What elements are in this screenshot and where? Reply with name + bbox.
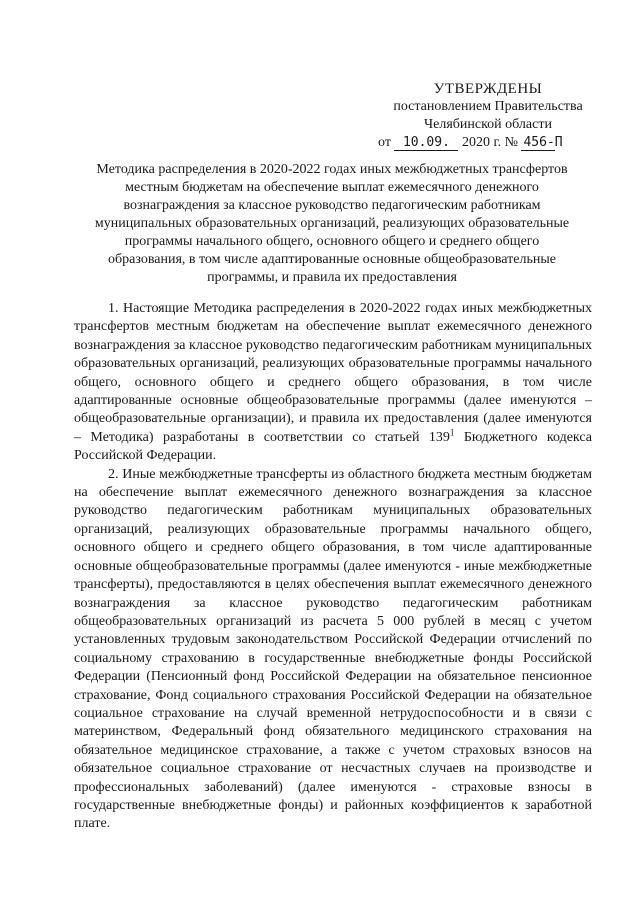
approval-stamp: УТВЕРЖДЕНЫ	[433, 81, 543, 97]
handwritten-date: 10.09.	[394, 136, 458, 151]
paragraph-2: 2. Иные межбюджетные трансферты из областного бюджета местным бюджетам на обеспечение выплат ежемесячного денежного вознаграждения за классное руководство педагогическим работникам муниципальных образовательных организаций, реализующих образовательные программы начального общего, основного общего и среднего общего образования, в том числе адаптированные основные общеобразовательные программы (далее именуются - иные межбюджетные трансферты), предоставляются в целях обеспечения выплат ежемесячного денежного вознаграждения за классное руководство педагогическим работникам общеобразовательных организаций из расчета 5 000 рублей в месяц с учетом установленных трудовым законодательством Российской Федерации отчислений по социальному страхованию в государственные внебюджетные фонды Российской Федерации (Пенсионный фонд Российской Федерации на обязательное пенсионное страхование, Фонд социального страхования Российской Федерации на обязательное социальное страхование на случай временной нетрудоспособности и в связи с материнством, Федеральный фонд обязательного медицинского страхования на обязательное медицинское страхование, а также с учетом страховых взносов на обязательное социальное страхование от несчастных случаев на производстве и профессиональных заболеваний) (далее именуются - страховые взносы в государственные внебюджетные фонды) и районных коэффициентов к заработной плате.	[74, 466, 592, 832]
handwritten-number: 456-П	[523, 135, 563, 150]
paragraph-1-text: 1. Настоящие Методика распределения в 2020-2022 годах иных межбюджетных трансфертов местным бюджетам на обеспечение выплат ежемесячного денежного вознаграждения за классное руководство педагогическим работникам муниципальных образовательных организаций, реализующих образовательные программы начального общего, основного общего и среднего общего образования, в том числе адаптированные основные общеобразовательные программы (далее именуются – общеобразовательные организации), и правила их предоставления (далее именуются – Методика) разработаны в соответствии со статьей 139	[74, 301, 592, 445]
article-superscript: 1	[449, 427, 455, 438]
title-line-3: вознаграждения за классное руководство педагогическим работникам	[123, 198, 541, 213]
date-prefix: от	[378, 135, 391, 150]
document-body	[74, 300, 592, 834]
paragraph-1-tail: Бюджетного кодекса Российской Федерации.	[74, 429, 592, 464]
approval-block	[368, 80, 608, 152]
title-line-7: программы, и правила их предоставления	[207, 270, 457, 285]
paragraph-1	[74, 300, 592, 466]
approval-date-line	[368, 134, 608, 152]
title-line-6: образования, в том числе адаптированные основные общеобразовательные	[108, 252, 556, 267]
approval-line-1: постановлением Правительства	[393, 99, 583, 114]
title-line-2: местным бюджетам на обеспечение выплат ежемесячного денежного	[125, 180, 539, 195]
document-title	[72, 161, 592, 287]
title-line-4: муниципальных образовательных организаций, реализующих образовательные	[94, 216, 570, 231]
approval-line-2: Челябинской области	[424, 117, 552, 132]
year-text: 2020 г. №	[461, 135, 518, 150]
title-line-1: Методика распределения в 2020-2022 годах иных межбюджетных трансфертов	[96, 162, 568, 177]
title-line-5: программы начального общего, основного общего и среднего общего	[124, 234, 540, 249]
